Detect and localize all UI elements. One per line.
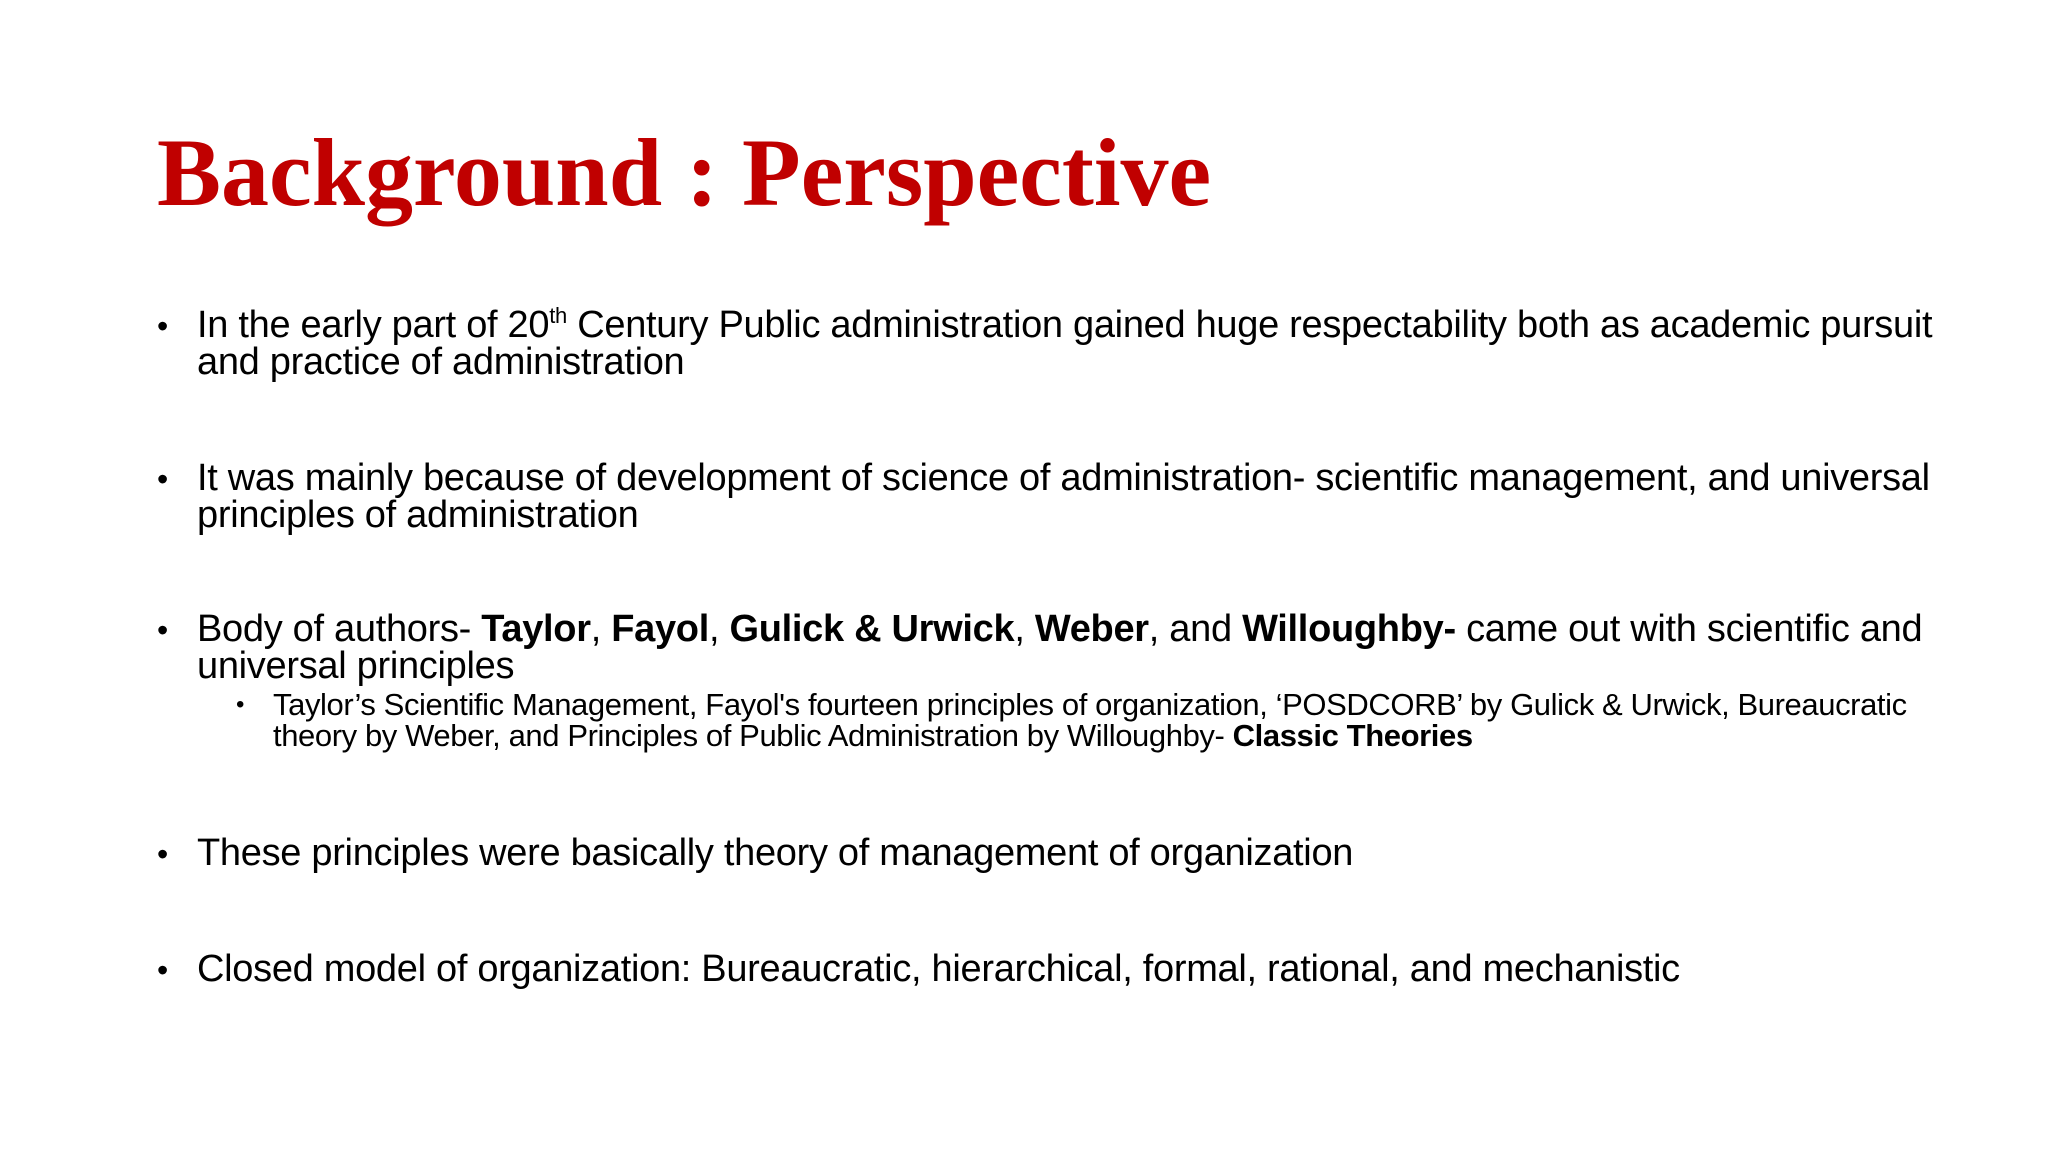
sub-bullet-text-part: Taylor’s Scientific Management, Fayol's fourteen principles of organization, ‘POSDCORB’ by Gulick & Urwick, Bureaucratic theory by Weber, and Principles of Public Administration by Willoughby-: [273, 687, 1907, 753]
bullet-text: Closed model of organization: Bureaucratic, hierarchical, formal, rational, and mechanistic: [197, 948, 1680, 990]
separator-text: ,: [708, 608, 730, 650]
bullet-text: [197, 608, 1947, 687]
author-name: Fayol: [611, 608, 709, 650]
bullet-dot-icon: •: [157, 952, 169, 988]
bullet-dot-icon: •: [157, 461, 169, 497]
bullet-text-part: Century Public administration gained huge respectability both as academic pursuit and practice of administration: [197, 304, 1933, 383]
author-name: Willoughby-: [1242, 608, 1456, 650]
bullet-item-3: [157, 608, 1947, 753]
bullet-dot-icon: •: [157, 308, 169, 344]
superscript-text: th: [549, 303, 567, 328]
sub-bullet-dot-icon: •: [236, 691, 245, 718]
bullet-text-part: Body of authors-: [197, 608, 482, 650]
bullet-text-part: In the early part of 20: [197, 304, 550, 346]
bullet-item-1: [157, 303, 1947, 383]
bullet-item-4: [157, 832, 1947, 874]
sub-bullet-item: [236, 689, 1947, 751]
bullet-item-2: [157, 457, 1947, 536]
slide-title: Background : Perspective: [157, 119, 1212, 226]
separator-text: ,: [1014, 608, 1035, 650]
separator-text: , and: [1148, 608, 1243, 650]
author-name: Weber: [1034, 608, 1149, 650]
bullet-text: It was mainly because of development of science of administration- scientific management, and universal principles of administration: [197, 457, 1930, 536]
bullet-text-part: came out with scientific and universal principles: [197, 608, 1923, 687]
bullet-text: [197, 303, 1947, 383]
bullet-text: These principles were basically theory of management of organization: [197, 832, 1354, 874]
bullet-dot-icon: •: [157, 612, 169, 648]
author-name: Gulick & Urwick: [729, 608, 1015, 650]
bullet-item-5: [157, 948, 1947, 990]
bullet-dot-icon: •: [157, 836, 169, 872]
author-name: Taylor: [481, 608, 591, 650]
sub-bullet-text: [273, 689, 1947, 751]
separator-text: ,: [590, 608, 612, 650]
emphasis-text: Classic Theories: [1232, 718, 1473, 753]
